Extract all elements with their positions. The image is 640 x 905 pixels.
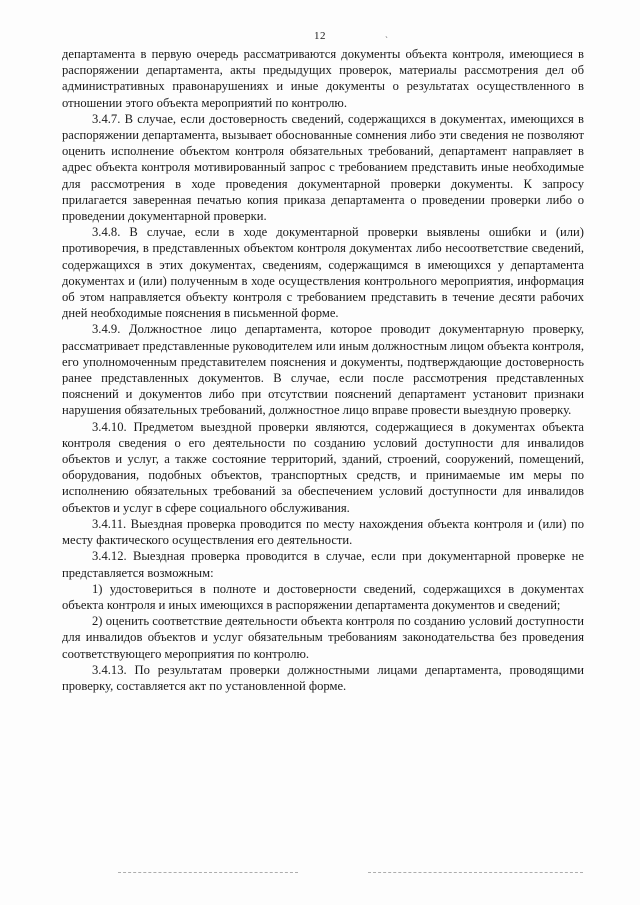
list-item-3-4-12-1: 1) удостовериться в полноте и достоверности сведений, содержащихся в документах объекта контроля и иных имеющихся в распоряжении департамента документов и сведений; <box>62 581 584 612</box>
paragraph-3-4-7: 3.4.7. В случае, если достоверность сведений, содержащихся в документах, имеющихся в распоряжении департамента, вызывает обоснованные сомнения либо эти сведения не позволяют оценить исполнение объектом контроля обязательных требований, департамент направляет в адрес объекта контроля мотивированный запрос с требованием представить иные необходимые для рассмотрения в ходе проведения документарной проверки документы. К запросу прилагается заверенная печатью копия приказа департамента о проведении проверки либо о проведении документарной проверки. <box>62 111 584 224</box>
paragraph-3-4-8: 3.4.8. В случае, если в ходе документарной проверки выявлены ошибки и (или) противоречия, в представленных объектом контроля документах либо несоответствие сведений, содержащихся в этих документах, сведениям, содержащимся в имеющихся у департамента документах и (или) полученным в ходе осуществления контрольного мероприятия, информация об этом направляется объекту контроля с требованием представить в течение десяти рабочих дней необходимые пояснения в письменной форме. <box>62 225 584 321</box>
paragraph-3-4-11: 3.4.11. Выездная проверка проводится по месту нахождения объекта контроля и (или) по месту фактического осуществления его деятельности. <box>62 516 584 548</box>
paragraph-3-4-13: 3.4.13. По результатам проверки должностными лицами департамента, проводящими проверку, составляется акт по установленной форме. <box>62 662 584 693</box>
scan-mark: ˎ <box>385 28 388 38</box>
footer-scan-line-left <box>118 872 298 873</box>
page-number: 12 <box>314 30 326 42</box>
paragraph-3-4-12: 3.4.12. Выездная проверка проводится в случае, если при документарной проверке не представляется возможным: <box>62 549 584 580</box>
paragraph-continuation: департамента в первую очередь рассматриваются документы объекта контроля, имеющиеся в распоряжении департамента, акты предыдущих проверок, материалы рассмотрения дел об административных правонарушениях и иные документы о результатах осуществленного в отношении этого объекта мероприятий по контролю. <box>62 47 584 110</box>
paragraph-3-4-10: 3.4.10. Предметом выездной проверки являются, содержащиеся в документах объекта контроля сведения о его деятельности по созданию условий доступности для инвалидов объектов и услуг, а также состояние территорий, зданий, строений, сооружений, помещений, оборудования, подобных объектов, транспортных средств, и принимаемые им меры по исполнению обязательных требований за обеспечением условий доступности для инвалидов объектов и услуг в сфере социального обслуживания. <box>62 419 584 515</box>
body-text <box>62 46 584 694</box>
footer-scan-line-right <box>368 872 583 873</box>
list-item-3-4-12-2: 2) оценить соответствие деятельности объекта контроля по созданию условий доступности для инвалидов объектов и услуг обязательным требованиям законодательства без проведения соответствующего мероприятия по контролю. <box>62 614 584 661</box>
paragraph-3-4-9: 3.4.9. Должностное лицо департамента, которое проводит документарную проверку, рассматривает представленные руководителем или иным должностным лицом объекта контроля, его уполномоченным представителем пояснения и документы, подтверждающие достоверность ранее представленных документов. В случае, если после рассмотрения представленных пояснений и документов либо при отсутствии пояснений департамент установит признаки нарушения обязательных требований, должностное лицо вправе провести выездную проверку. <box>62 322 584 418</box>
